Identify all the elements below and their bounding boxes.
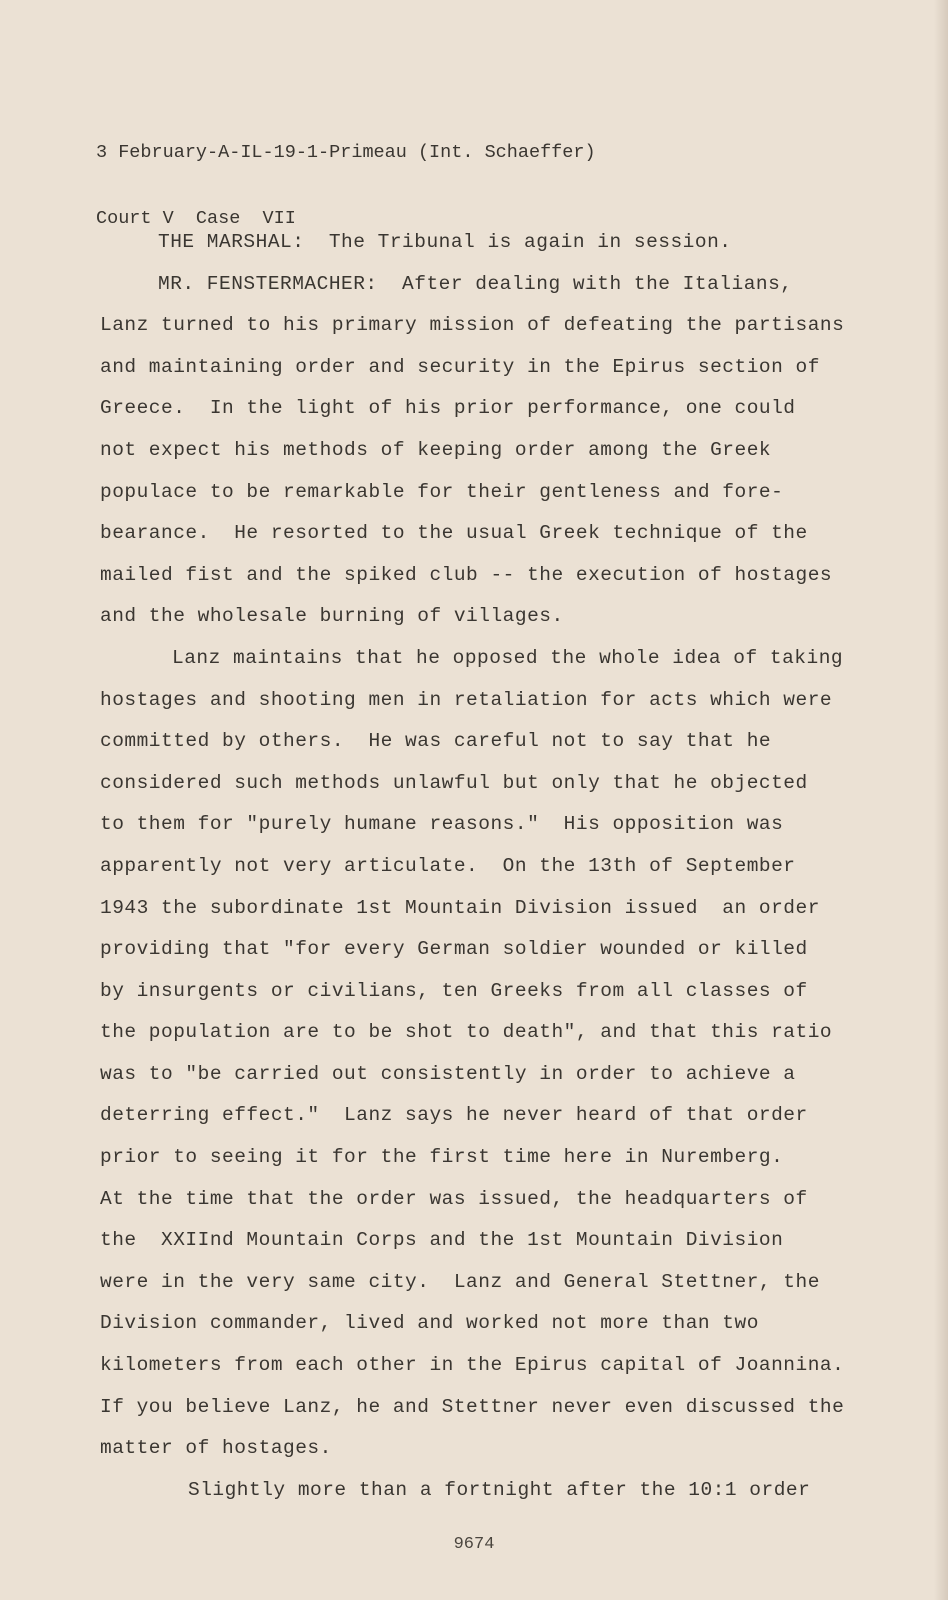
text-line: hostages and shooting men in retaliation for acts which were bbox=[100, 688, 833, 711]
text-line: bearance. He resorted to the usual Greek technique of the bbox=[100, 522, 808, 545]
header-line-2: Court V Case VII bbox=[96, 208, 296, 229]
text-line: MR. FENSTERMACHER: After dealing with the Italians, bbox=[158, 272, 793, 295]
text-line: deterring effect." Lanz says he never heard of that order bbox=[100, 1104, 808, 1127]
text-line: prior to seeing it for the first time here in Nuremberg. bbox=[100, 1146, 784, 1169]
text-line: was to "be carried out consistently in order to achieve a bbox=[100, 1062, 796, 1085]
text-line: 1943 the subordinate 1st Mountain Division issued an order bbox=[100, 896, 820, 919]
text-line: providing that "for every German soldier wounded or killed bbox=[100, 938, 808, 961]
text-line: At the time that the order was issued, the headquarters of bbox=[100, 1187, 808, 1210]
text-line: and maintaining order and security in the Epirus section of bbox=[100, 355, 820, 378]
transcript-body bbox=[100, 222, 860, 1511]
text-line: Lanz turned to his primary mission of defeating the partisans bbox=[100, 314, 845, 337]
text-line: THE MARSHAL: The Tribunal is again in session. bbox=[158, 231, 732, 253]
text-line: by insurgents or civilians, ten Greeks from all classes of bbox=[100, 979, 808, 1002]
text-line: Greece. In the light of his prior performance, one could bbox=[100, 397, 796, 420]
text-line: kilometers from each other in the Epirus capital of Joannina. bbox=[100, 1354, 845, 1377]
text-line: considered such methods unlawful but only that he objected bbox=[100, 771, 808, 794]
text-line: populace to be remarkable for their gentleness and fore- bbox=[100, 480, 784, 503]
page-edge-shadow bbox=[934, 0, 948, 1600]
text-line: not expect his methods of keeping order among the Greek bbox=[100, 438, 772, 461]
text-line: If you believe Lanz, he and Stettner never even discussed the bbox=[100, 1395, 845, 1418]
text-line: matter of hostages. bbox=[100, 1437, 332, 1460]
header-line-1: 3 February-A-IL-19-1-Primeau (Int. Schaeffer) bbox=[96, 142, 596, 163]
text-line: Lanz maintains that he opposed the whole idea of taking bbox=[172, 646, 844, 669]
text-line: to them for "purely humane reasons." His opposition was bbox=[100, 813, 784, 836]
text-line: committed by others. He was careful not to say that he bbox=[100, 730, 772, 753]
page-number: 9674 bbox=[453, 1535, 495, 1554]
text-line: apparently not very articulate. On the 13th of September bbox=[100, 854, 796, 877]
text-line: Division commander, lived and worked not more than two bbox=[100, 1312, 759, 1335]
text-line: the population are to be shot to death", and that this ratio bbox=[100, 1021, 833, 1044]
text-line: Slightly more than a fortnight after the 10:1 order bbox=[188, 1478, 811, 1501]
text-line: the XXIInd Mountain Corps and the 1st Mountain Division bbox=[100, 1229, 784, 1252]
text-line: mailed fist and the spiked club -- the execution of hostages bbox=[100, 563, 833, 586]
text-line: were in the very same city. Lanz and General Stettner, the bbox=[100, 1270, 820, 1293]
text-line: and the wholesale burning of villages. bbox=[100, 605, 564, 628]
